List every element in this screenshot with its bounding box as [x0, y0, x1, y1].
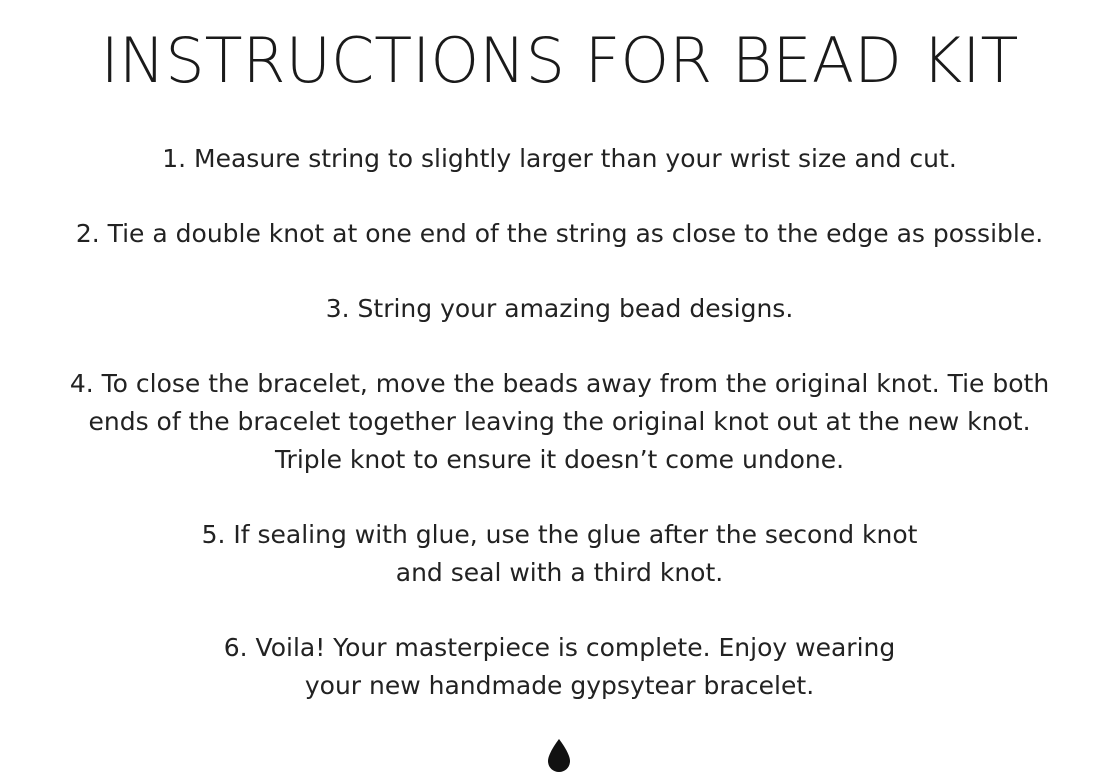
step-5	[0, 516, 1119, 592]
step-1	[0, 140, 1119, 178]
step-6-line-2: your new handmade gypsytear bracelet.	[304, 671, 815, 700]
step-3	[0, 290, 1119, 328]
step-4	[0, 365, 1119, 479]
page-title: INSTRUCTIONS FOR BEAD KIT	[100, 24, 1019, 97]
instruction-steps	[0, 140, 1119, 742]
droplet-icon	[545, 738, 573, 774]
step-4-line-3: Triple knot to ensure it doesn’t come undone.	[274, 445, 845, 474]
step-1-line-1: 1. Measure string to slightly larger than your wrist size and cut.	[162, 144, 957, 173]
step-5-line-1: 5. If sealing with glue, use the glue after the second knot	[201, 520, 918, 549]
step-4-line-2: ends of the bracelet together leaving the original knot out at the new knot.	[88, 407, 1031, 436]
step-3-line-1: 3. String your amazing bead designs.	[325, 294, 794, 323]
step-4-line-1: 4. To close the bracelet, move the beads away from the original knot. Tie both	[69, 369, 1050, 398]
step-6-line-1: 6. Voila! Your masterpiece is complete. Enjoy wearing	[223, 633, 896, 662]
step-5-line-2: and seal with a third knot.	[395, 558, 724, 587]
step-6	[0, 629, 1119, 705]
step-2	[0, 215, 1119, 253]
step-2-line-1: 2. Tie a double knot at one end of the string as close to the edge as possible.	[75, 219, 1044, 248]
